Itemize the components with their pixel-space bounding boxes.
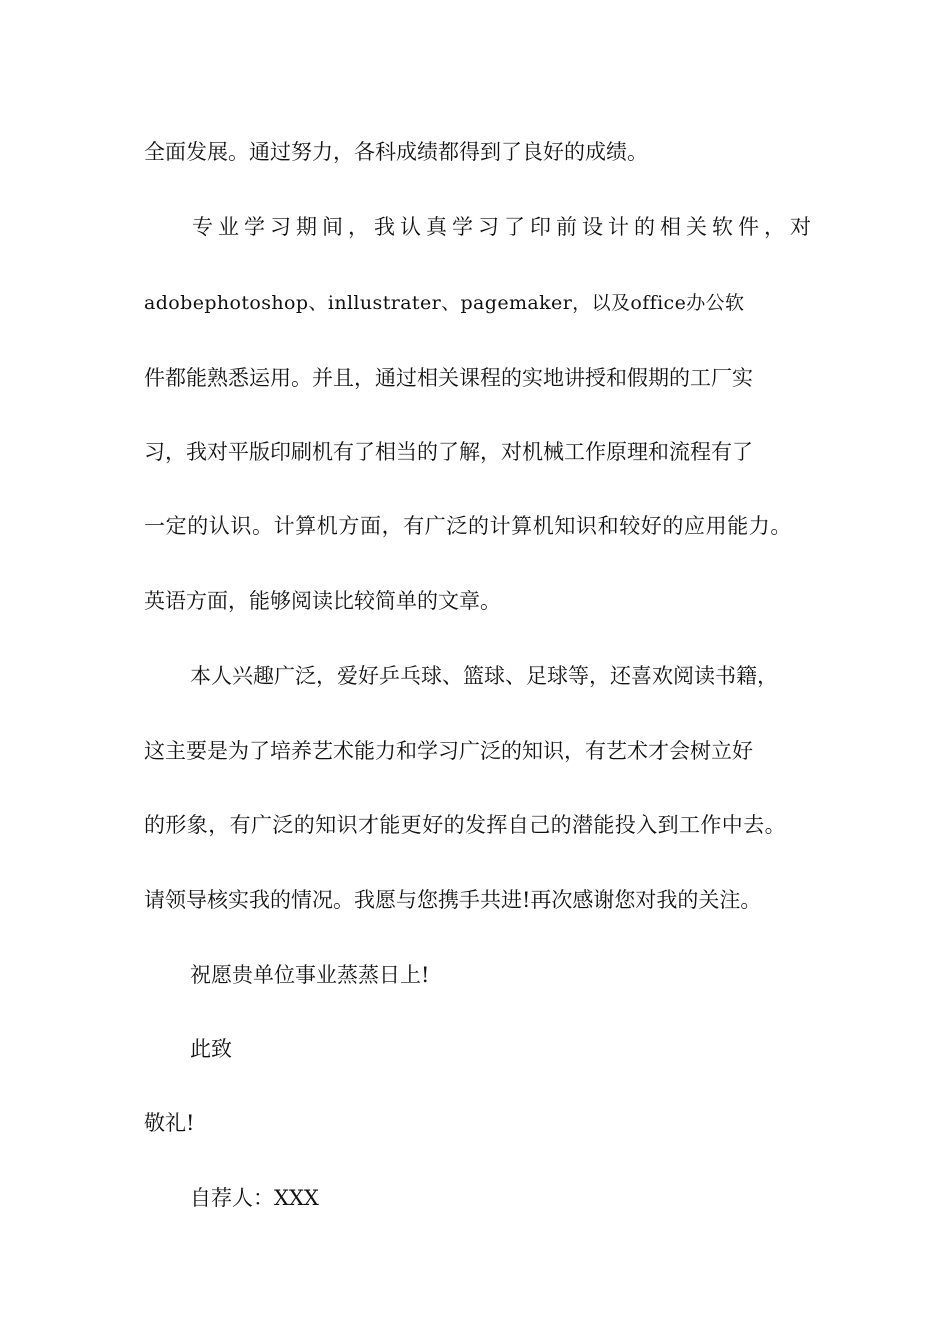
paragraph-2-line-6: 英语方面，能够阅读比较简单的文章。 — [144, 589, 501, 613]
closing-jingli: 敬礼! — [144, 1111, 195, 1135]
paragraph-1-line-1: 全面发展。通过努力，各科成绩都得到了良好的成绩。 — [144, 140, 648, 164]
paragraph-2-line-3: 件都能熟悉运用。并且，通过相关课程的实地讲授和假期的工厂实 — [144, 366, 753, 390]
signature-line: 自荐人：XXX — [190, 1186, 319, 1210]
paragraph-3-line-4: 请领导核实我的情况。我愿与您携手共进!再次感谢您对我的关注。 — [144, 888, 762, 912]
paragraph-3-line-1: 本人兴趣广泛，爱好乒乓球、篮球、足球等，还喜欢阅读书籍， — [190, 664, 778, 688]
paragraph-3-line-3: 的形象，有广泛的知识才能更好的发挥自己的潜能投入到工作中去。 — [144, 813, 786, 837]
wish-line: 祝愿贵单位事业蒸蒸日上! — [190, 963, 430, 987]
closing-cizhi: 此致 — [190, 1037, 232, 1061]
paragraph-2-line-4: 习，我对平版印刷机有了相当的了解，对机械工作原理和流程有了 — [144, 440, 753, 464]
paragraph-3-line-2: 这主要是为了培养艺术能力和学习广泛的知识，有艺术才会树立好 — [144, 739, 753, 763]
paragraph-2-line-2: adobephotoshop、inllustrater、pagemaker，以及office办公软 — [144, 292, 745, 314]
paragraph-2-line-5: 一定的认识。计算机方面，有广泛的计算机知识和较好的应用能力。 — [144, 514, 792, 538]
paragraph-2-line-1: 专业学习期间，我认真学习了印前设计的相关软件，对 — [192, 215, 816, 239]
